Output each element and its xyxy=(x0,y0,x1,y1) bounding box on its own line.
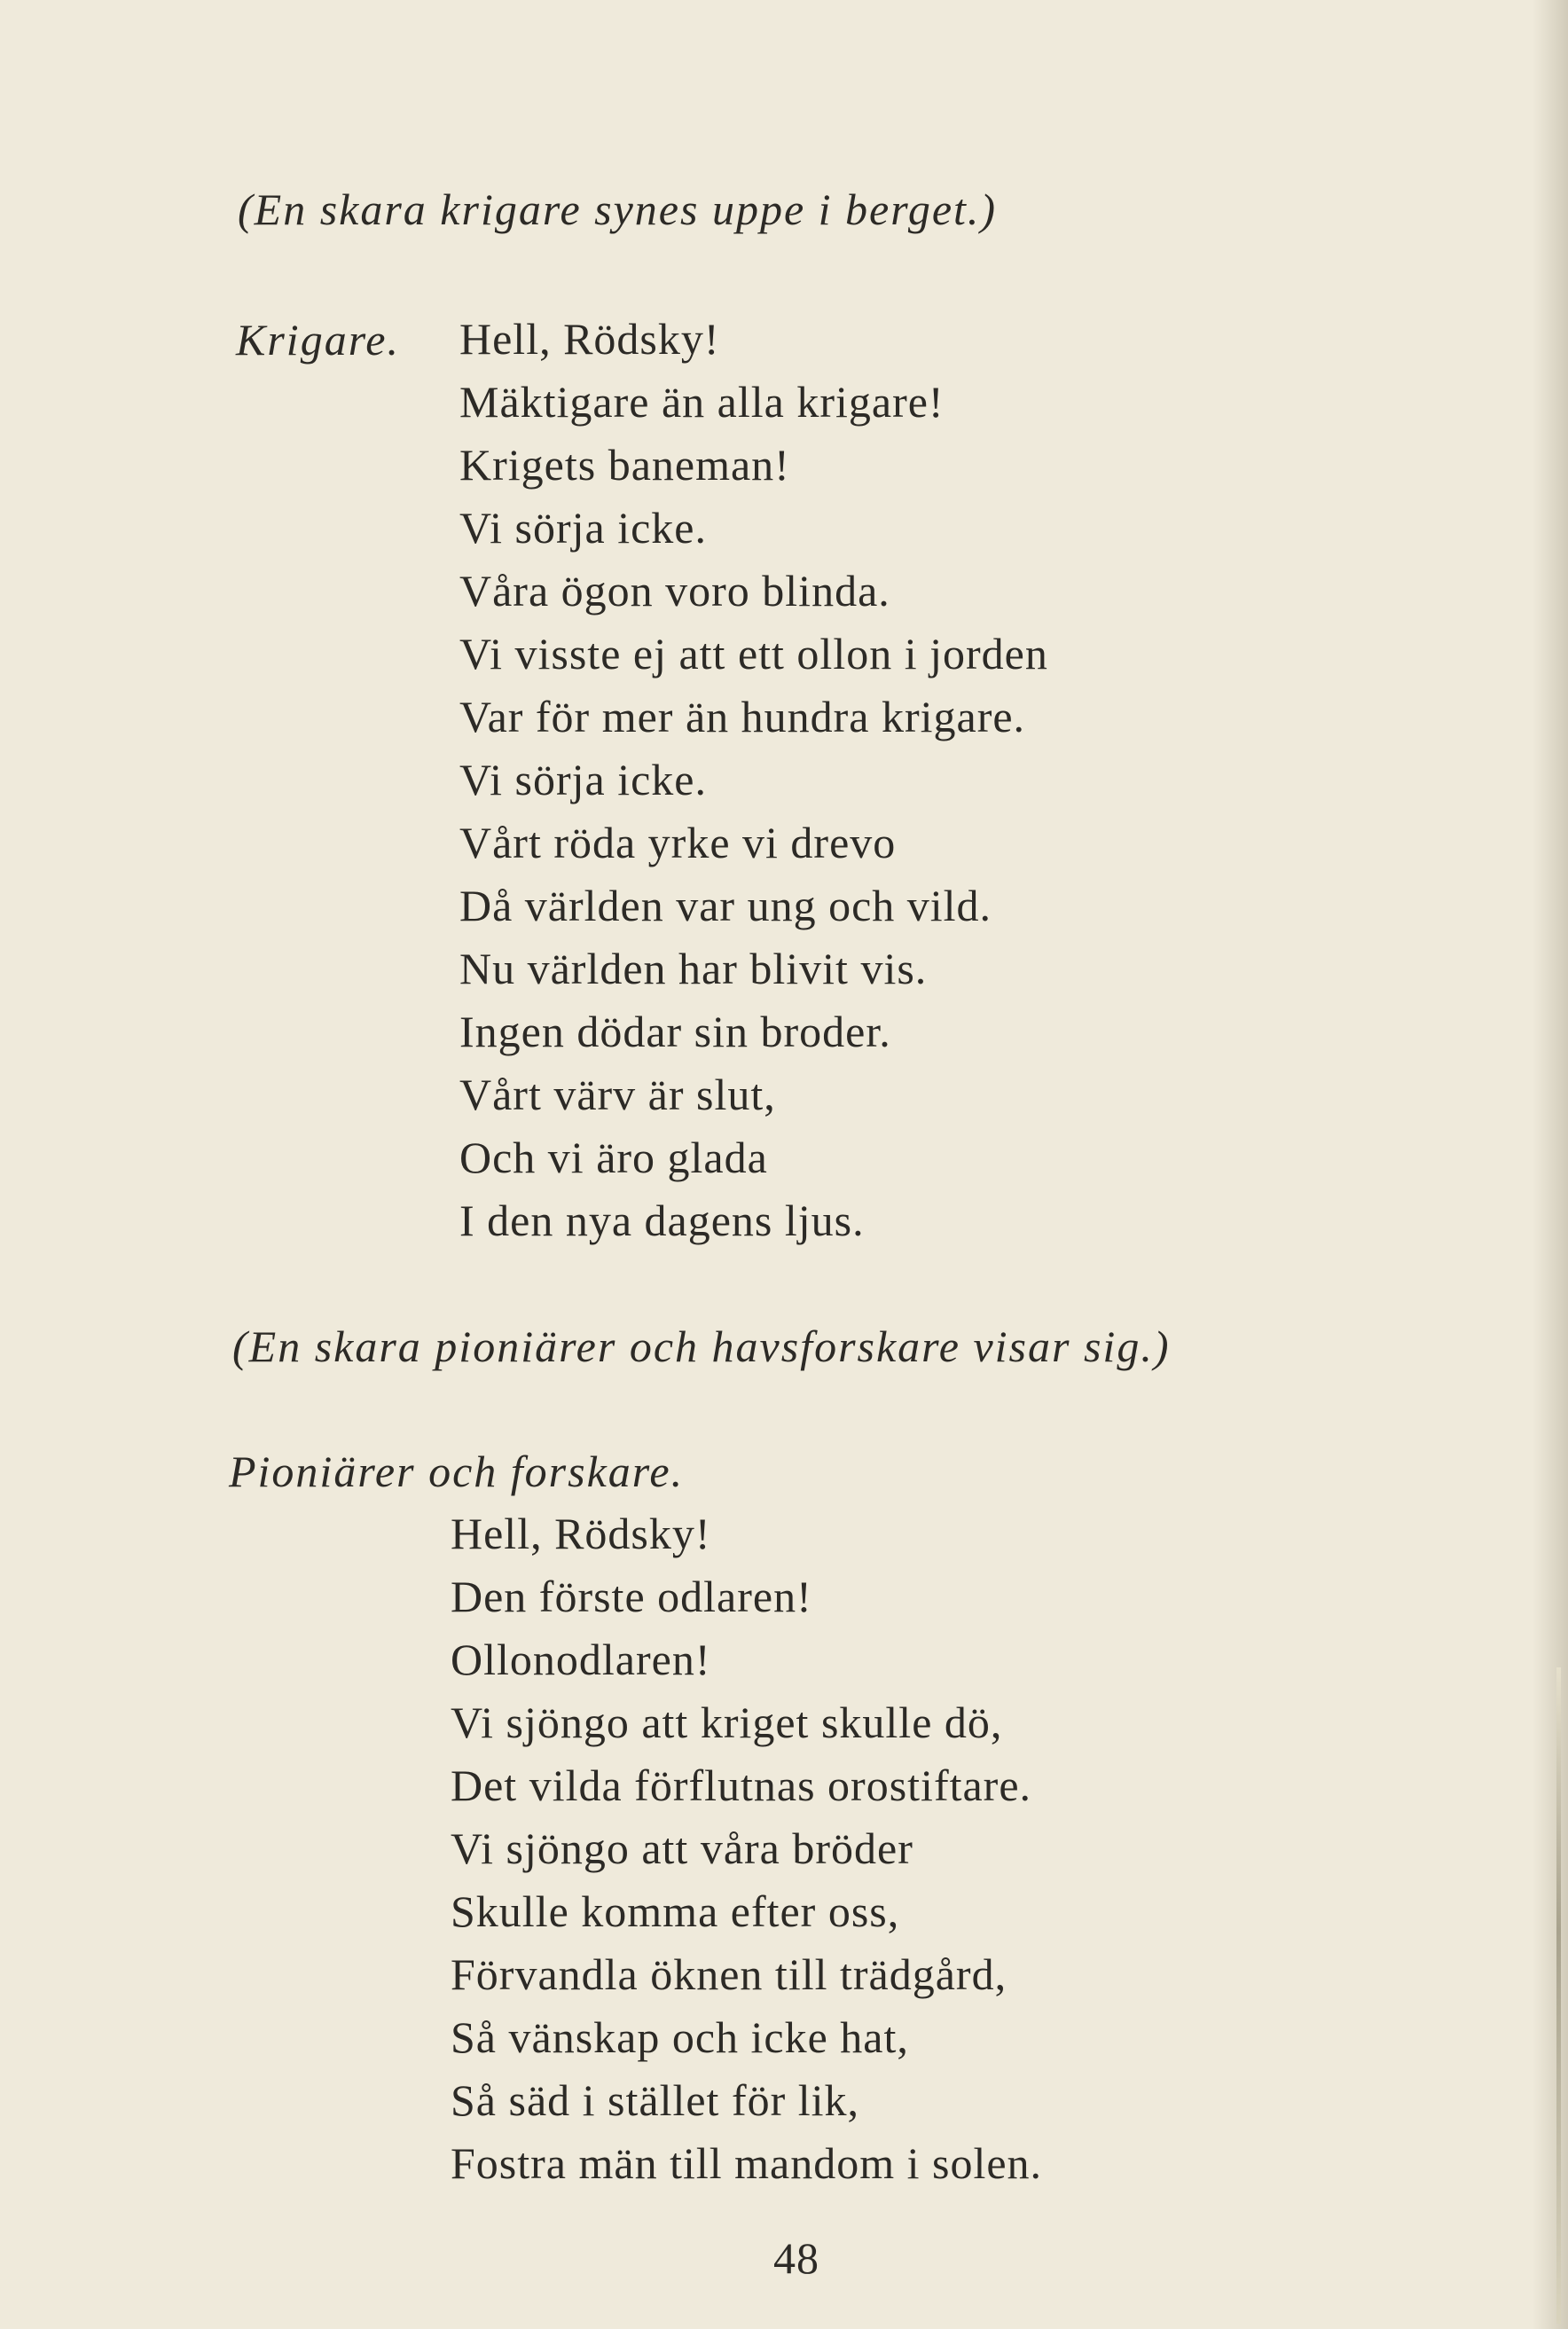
verse-line: Ingen dödar sin broder. xyxy=(459,1007,891,1056)
verse-line: Då världen var ung och vild. xyxy=(459,881,992,930)
verse-line: Vi sjöngo att våra bröder xyxy=(451,1823,913,1873)
verse-line: Och vi äro glada xyxy=(459,1133,768,1182)
verse-warriors xyxy=(459,308,1048,1252)
verse-line: Vårt värv är slut, xyxy=(459,1070,776,1119)
page-gutter-shadow xyxy=(1533,0,1568,2329)
verse-line: Var för mer än hundra krigare. xyxy=(459,692,1026,741)
page-number: 48 xyxy=(773,2233,819,2283)
stage-direction-warriors: (En skara krigare synes uppe i berget.) xyxy=(238,184,998,234)
verse-line: I den nya dagens ljus. xyxy=(459,1196,865,1245)
verse-line: Så säd i stället för lik, xyxy=(451,2075,860,2125)
verse-line: Ollonodlaren! xyxy=(451,1635,711,1684)
stage-direction-pioneers: (En skara pioniärer och havsforskare visar sig.) xyxy=(232,1321,1171,1371)
verse-line: Skulle komma efter oss, xyxy=(451,1886,900,1936)
verse-line: Hell, Rödsky! xyxy=(451,1509,711,1558)
page-edge xyxy=(1556,1667,1561,2324)
verse-line: Hell, Rödsky! xyxy=(459,314,720,364)
verse-line: Så vänskap och icke hat, xyxy=(451,2012,909,2062)
verse-line: Vi visste ej att ett ollon i jorden xyxy=(459,629,1048,678)
verse-line: Förvandla öknen till trädgård, xyxy=(451,1949,1007,1999)
verse-line: Det vilda förflutnas orostiftare. xyxy=(451,1760,1032,1810)
verse-line: Vi sjöngo att kriget skulle dö, xyxy=(451,1698,1003,1747)
verse-pioneers xyxy=(451,1502,1042,2195)
speaker-warriors: Krigare. xyxy=(236,315,400,365)
verse-line: Vi sörja icke. xyxy=(459,503,707,553)
verse-line: Nu världen har blivit vis. xyxy=(459,944,928,993)
verse-line: Den förste odlaren! xyxy=(451,1572,812,1621)
verse-line: Mäktigare än alla krigare! xyxy=(459,377,945,427)
verse-line: Fostra män till mandom i solen. xyxy=(451,2138,1043,2188)
verse-line: Vi sörja icke. xyxy=(459,755,707,804)
verse-line: Vårt röda yrke vi drevo xyxy=(459,818,897,867)
verse-line: Våra ögon voro blinda. xyxy=(459,566,890,616)
speaker-pioneers: Pioniärer och forskare. xyxy=(229,1447,685,1496)
verse-line: Krigets baneman! xyxy=(459,440,790,490)
